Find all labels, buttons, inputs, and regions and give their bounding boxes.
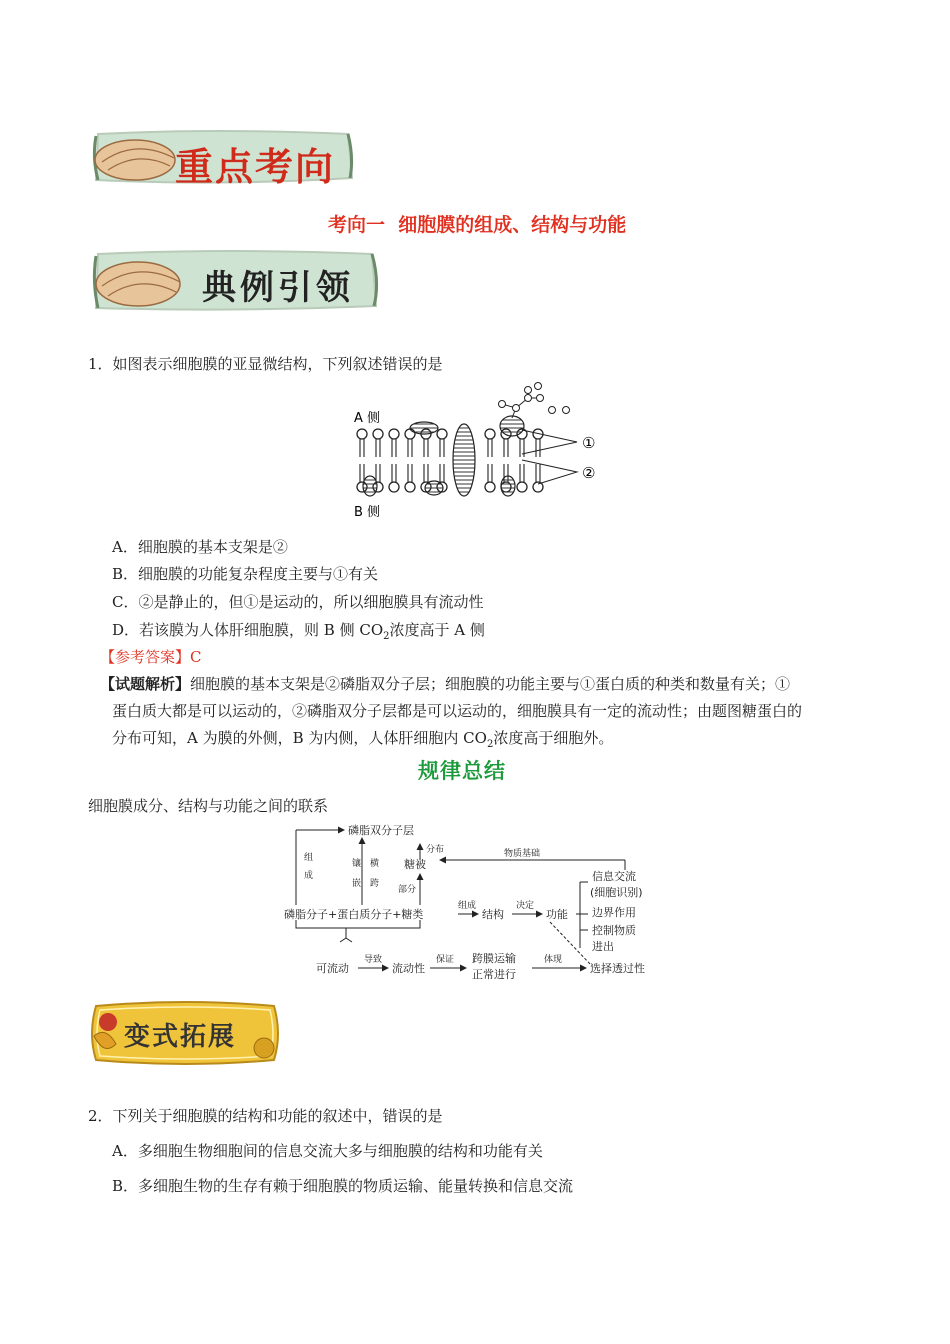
label-part: 部分 xyxy=(398,885,417,895)
concept-map xyxy=(280,820,680,982)
label-span-2: 跨 xyxy=(370,879,380,889)
question-2-stem: 2．下列关于细胞膜的结构和功能的叙述中，错误的是 xyxy=(88,1107,443,1125)
node-control-2: 进出 xyxy=(592,940,614,953)
label-guarantee: 保证 xyxy=(436,955,455,965)
label-span-1: 横 xyxy=(370,859,380,869)
label-embed-2: 嵌 xyxy=(352,879,362,889)
label-distribution: 分布 xyxy=(426,845,445,855)
banner-example xyxy=(90,246,380,316)
q1-analysis-line-2: 蛋白质大都是可以运动的，②磷脂双分子层都是可以运动的，细胞膜具有一定的流动性；由题图糖蛋白的 xyxy=(112,702,803,720)
label-2: ② xyxy=(582,464,596,482)
q1-option-a: A．细胞膜的基本支架是② xyxy=(112,538,288,556)
node-transport-1: 跨膜运输 xyxy=(472,952,516,965)
section-title: 考向一 细胞膜的组成、结构与功能 xyxy=(328,214,627,236)
banner-title: 重点考向 xyxy=(175,144,336,189)
concept-diagram xyxy=(280,820,680,982)
q1-analysis-line-3: 分布可知，A 为膜的外侧，B 为内侧，人体肝细胞内 $CO_2$浓度高于细胞外。 xyxy=(112,729,614,750)
glycoprotein-chain xyxy=(499,383,570,419)
q1-option-d: D．若该膜为人体肝细胞膜，则 B 侧 $CO_2$浓度高于 A 侧 xyxy=(112,621,485,642)
node-info-exchange-sub: (细胞识别) xyxy=(590,886,643,899)
node-info-exchange: 信息交流 xyxy=(592,870,636,883)
membrane-figure xyxy=(352,378,612,526)
summary-intro: 细胞膜成分、结构与功能之间的联系 xyxy=(88,797,329,815)
diagram-lines xyxy=(296,830,625,968)
answer-label: 【参考答案】 xyxy=(100,648,191,666)
analysis-label: 【试题解析】 xyxy=(100,675,191,693)
node-selective: 选择透过性 xyxy=(590,962,645,975)
label-lead-to: 导致 xyxy=(364,955,383,965)
q2-option-a: A．多细胞生物细胞间的信息交流大多与细胞膜的结构和功能有关 xyxy=(112,1142,543,1160)
banner-key-direction xyxy=(90,128,355,190)
q2-option-b: B．多细胞生物的生存有赖于细胞膜的物质运输、能量转换和信息交流 xyxy=(112,1177,574,1195)
question-1-stem: 1．如图表示细胞膜的亚显微结构，下列叙述错误的是 xyxy=(88,355,443,373)
summary-title: 规律总结 xyxy=(418,758,506,783)
banner-title: 变式拓展 xyxy=(124,1022,237,1052)
phospholipid-tails xyxy=(360,439,540,482)
label-reflect: 体现 xyxy=(544,955,563,965)
q1-analysis-line-1: 【试题解析】细胞膜的基本支架是②磷脂双分子层；细胞膜的功能主要与①蛋白质的种类和数量有关；① xyxy=(100,675,791,693)
label-material-basis: 物质基础 xyxy=(504,849,541,859)
label-compose-arrow: 组成 xyxy=(458,901,477,911)
node-transport-2: 正常进行 xyxy=(472,968,516,981)
label-1: ① xyxy=(582,434,596,452)
node-glycocalyx: 糖被 xyxy=(404,858,426,871)
node-phospholipid-bilayer: 磷脂双分子层 xyxy=(348,824,414,837)
node-mobile: 可流动 xyxy=(316,962,349,975)
q1-option-c: C．②是静止的，但①是运动的，所以细胞膜具有流动性 xyxy=(112,593,484,611)
side-b-label: B 侧 xyxy=(354,505,381,520)
node-control-1: 控制物质 xyxy=(592,924,636,937)
label-compose-1: 组 xyxy=(304,853,314,863)
node-function: 功能 xyxy=(546,908,568,921)
answer-value: C xyxy=(190,648,202,666)
label-determine: 决定 xyxy=(516,901,535,911)
label-compose-2: 成 xyxy=(304,871,314,881)
side-a-label: A 侧 xyxy=(354,411,381,426)
q1-answer xyxy=(100,647,202,667)
node-components: 磷脂分子+蛋白质分子+糖类 xyxy=(284,908,424,921)
node-fluidity: 流动性 xyxy=(392,962,425,975)
banner-variant xyxy=(86,996,286,1072)
membrane-diagram xyxy=(352,378,612,526)
label-embed-1: 镶 xyxy=(352,859,362,869)
node-boundary: 边界作用 xyxy=(592,906,636,919)
banner-title: 典例引领 xyxy=(202,268,354,308)
node-structure: 结构 xyxy=(482,908,504,921)
q1-option-b: B．细胞膜的功能复杂程度主要与①有关 xyxy=(112,565,379,583)
pointer-lines xyxy=(522,430,577,484)
